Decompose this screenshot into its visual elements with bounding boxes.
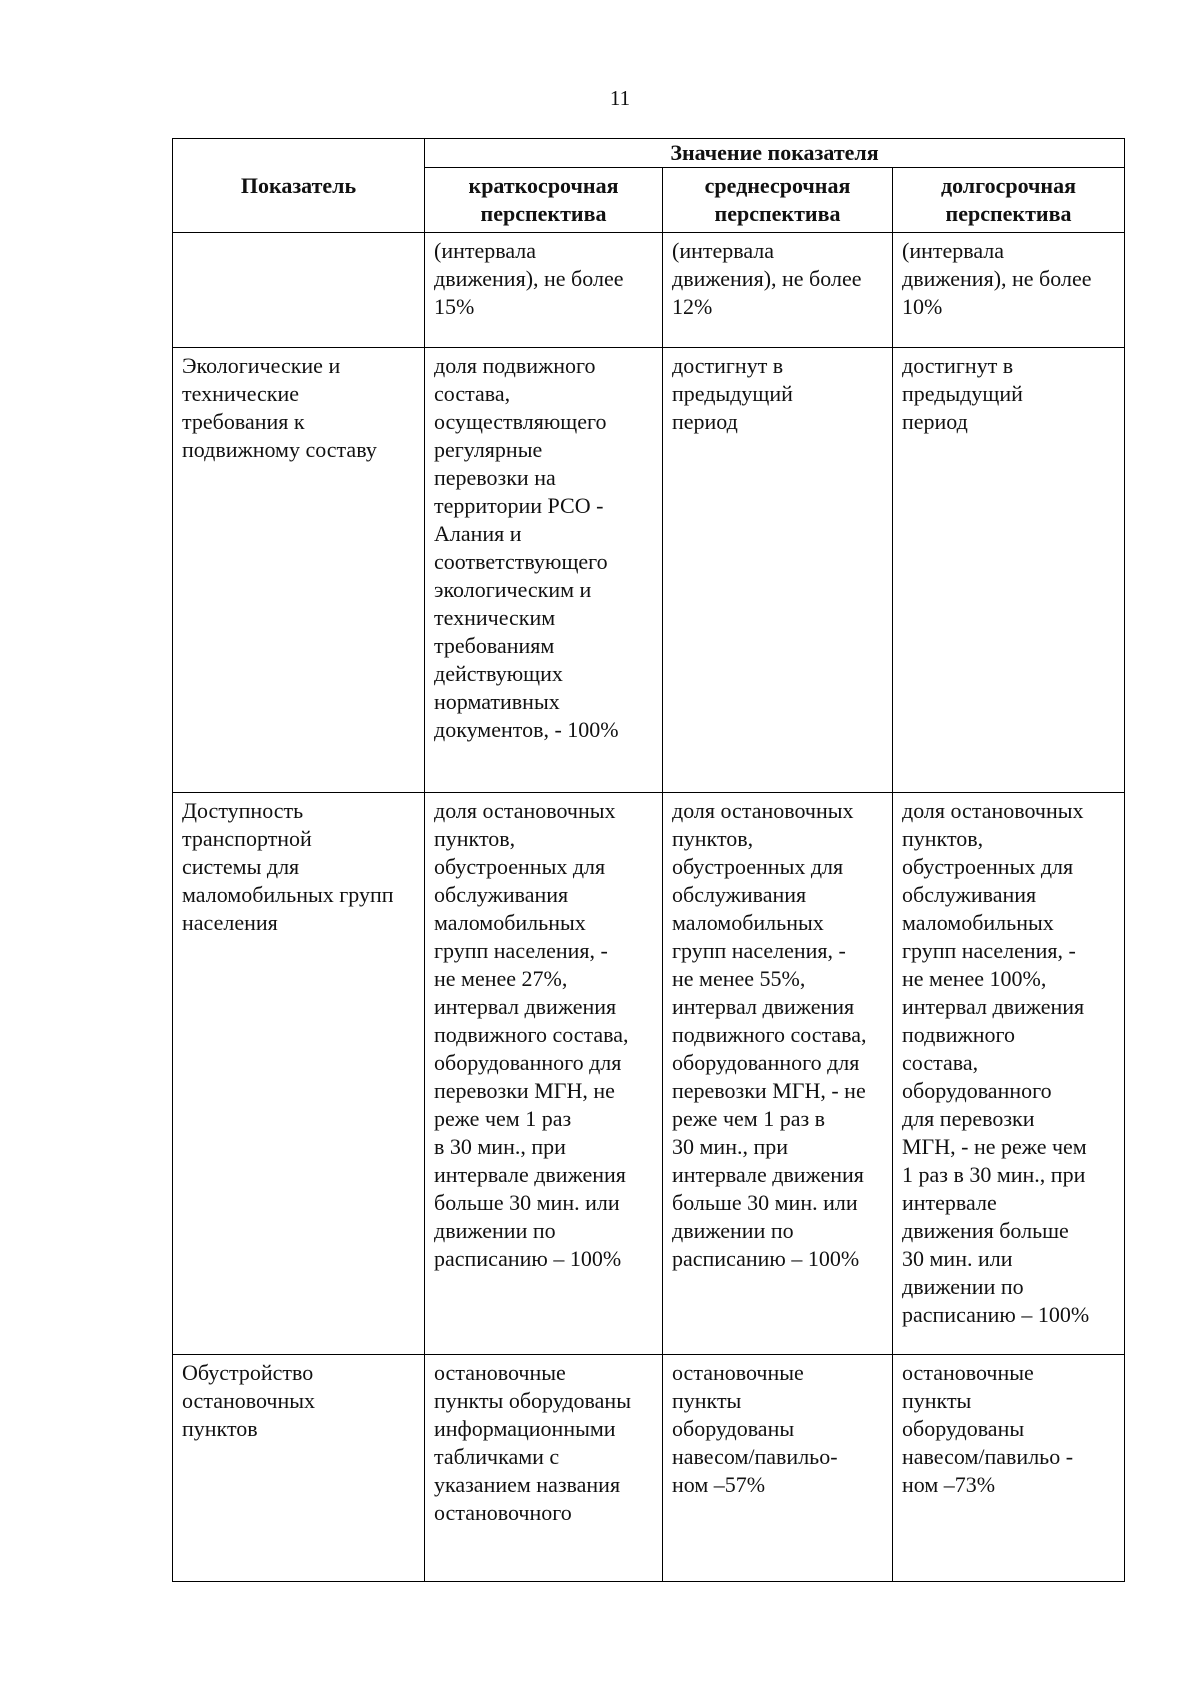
indicator-cell: Экологические и технические требования к подвижному составу — [173, 348, 425, 793]
medium-term-cell: (интервала движения), не более 12% — [663, 233, 893, 348]
medium-term-cell: достигнут в предыдущий период — [663, 348, 893, 793]
page-number: 11 — [609, 86, 631, 110]
short-term-cell: (интервала движения), не более 15% — [425, 233, 663, 348]
long-term-cell: достигнут в предыдущий период — [893, 348, 1125, 793]
long-term-cell: остановочные пункты оборудованы навесом/павильо - ном –73% — [893, 1355, 1125, 1582]
header-medium-term: среднесрочная перспектива — [663, 168, 893, 233]
medium-term-cell: доля остановочных пунктов, обустроенных для обслуживания маломобильных групп населения, - не менее 55%, интервал движения подвижного состава, оборудованного для перевозки МГН, - не реже чем 1 раз в 30 мин., при интервале движения больше 30 мин. или движении по расписанию – 100% — [663, 793, 893, 1355]
table-row — [173, 348, 1125, 793]
long-term-cell: доля остановочных пунктов, обустроенных для обслуживания маломобильных групп населения, - не менее 100%, интервал движения подвижного состава, оборудованного для перевозки МГН, - не реже чем 1 раз в 30 мин., при интервале движения больше 30 мин. или движении по расписанию – 100% — [893, 793, 1125, 1355]
medium-term-cell: остановочные пункты оборудованы навесом/павильо- ном –57% — [663, 1355, 893, 1582]
table-row — [173, 233, 1125, 348]
indicator-cell: Доступность транспортной системы для маломобильных групп населения — [173, 793, 425, 1355]
header-short-term: краткосрочная перспектива — [425, 168, 663, 233]
header-indicator: Показатель — [173, 139, 425, 233]
table-row — [173, 793, 1125, 1355]
indicator-cell — [173, 233, 425, 348]
header-long-term: долгосрочная перспектива — [893, 168, 1125, 233]
table-row — [173, 1355, 1125, 1582]
indicator-cell: Обустройство остановочных пунктов — [173, 1355, 425, 1582]
indicator-table — [172, 138, 1125, 1582]
short-term-cell: остановочные пункты оборудованы информационными табличками с указанием названия остановочного — [425, 1355, 663, 1582]
short-term-cell: доля подвижного состава, осуществляющего регулярные перевозки на территории РСО - Алания и соответствующего экологическим и техническим требованиям действующих нормативных документов, - 100% — [425, 348, 663, 793]
header-indicator-value: Значение показателя — [425, 139, 1125, 168]
short-term-cell: доля остановочных пунктов, обустроенных для обслуживания маломобильных групп населения, - не менее 27%, интервал движения подвижного состава, оборудованного для перевозки МГН, не реже чем 1 раз в 30 мин., при интервале движения больше 30 мин. или движении по расписанию – 100% — [425, 793, 663, 1355]
header-row-1 — [173, 139, 1125, 168]
long-term-cell: (интервала движения), не более 10% — [893, 233, 1125, 348]
